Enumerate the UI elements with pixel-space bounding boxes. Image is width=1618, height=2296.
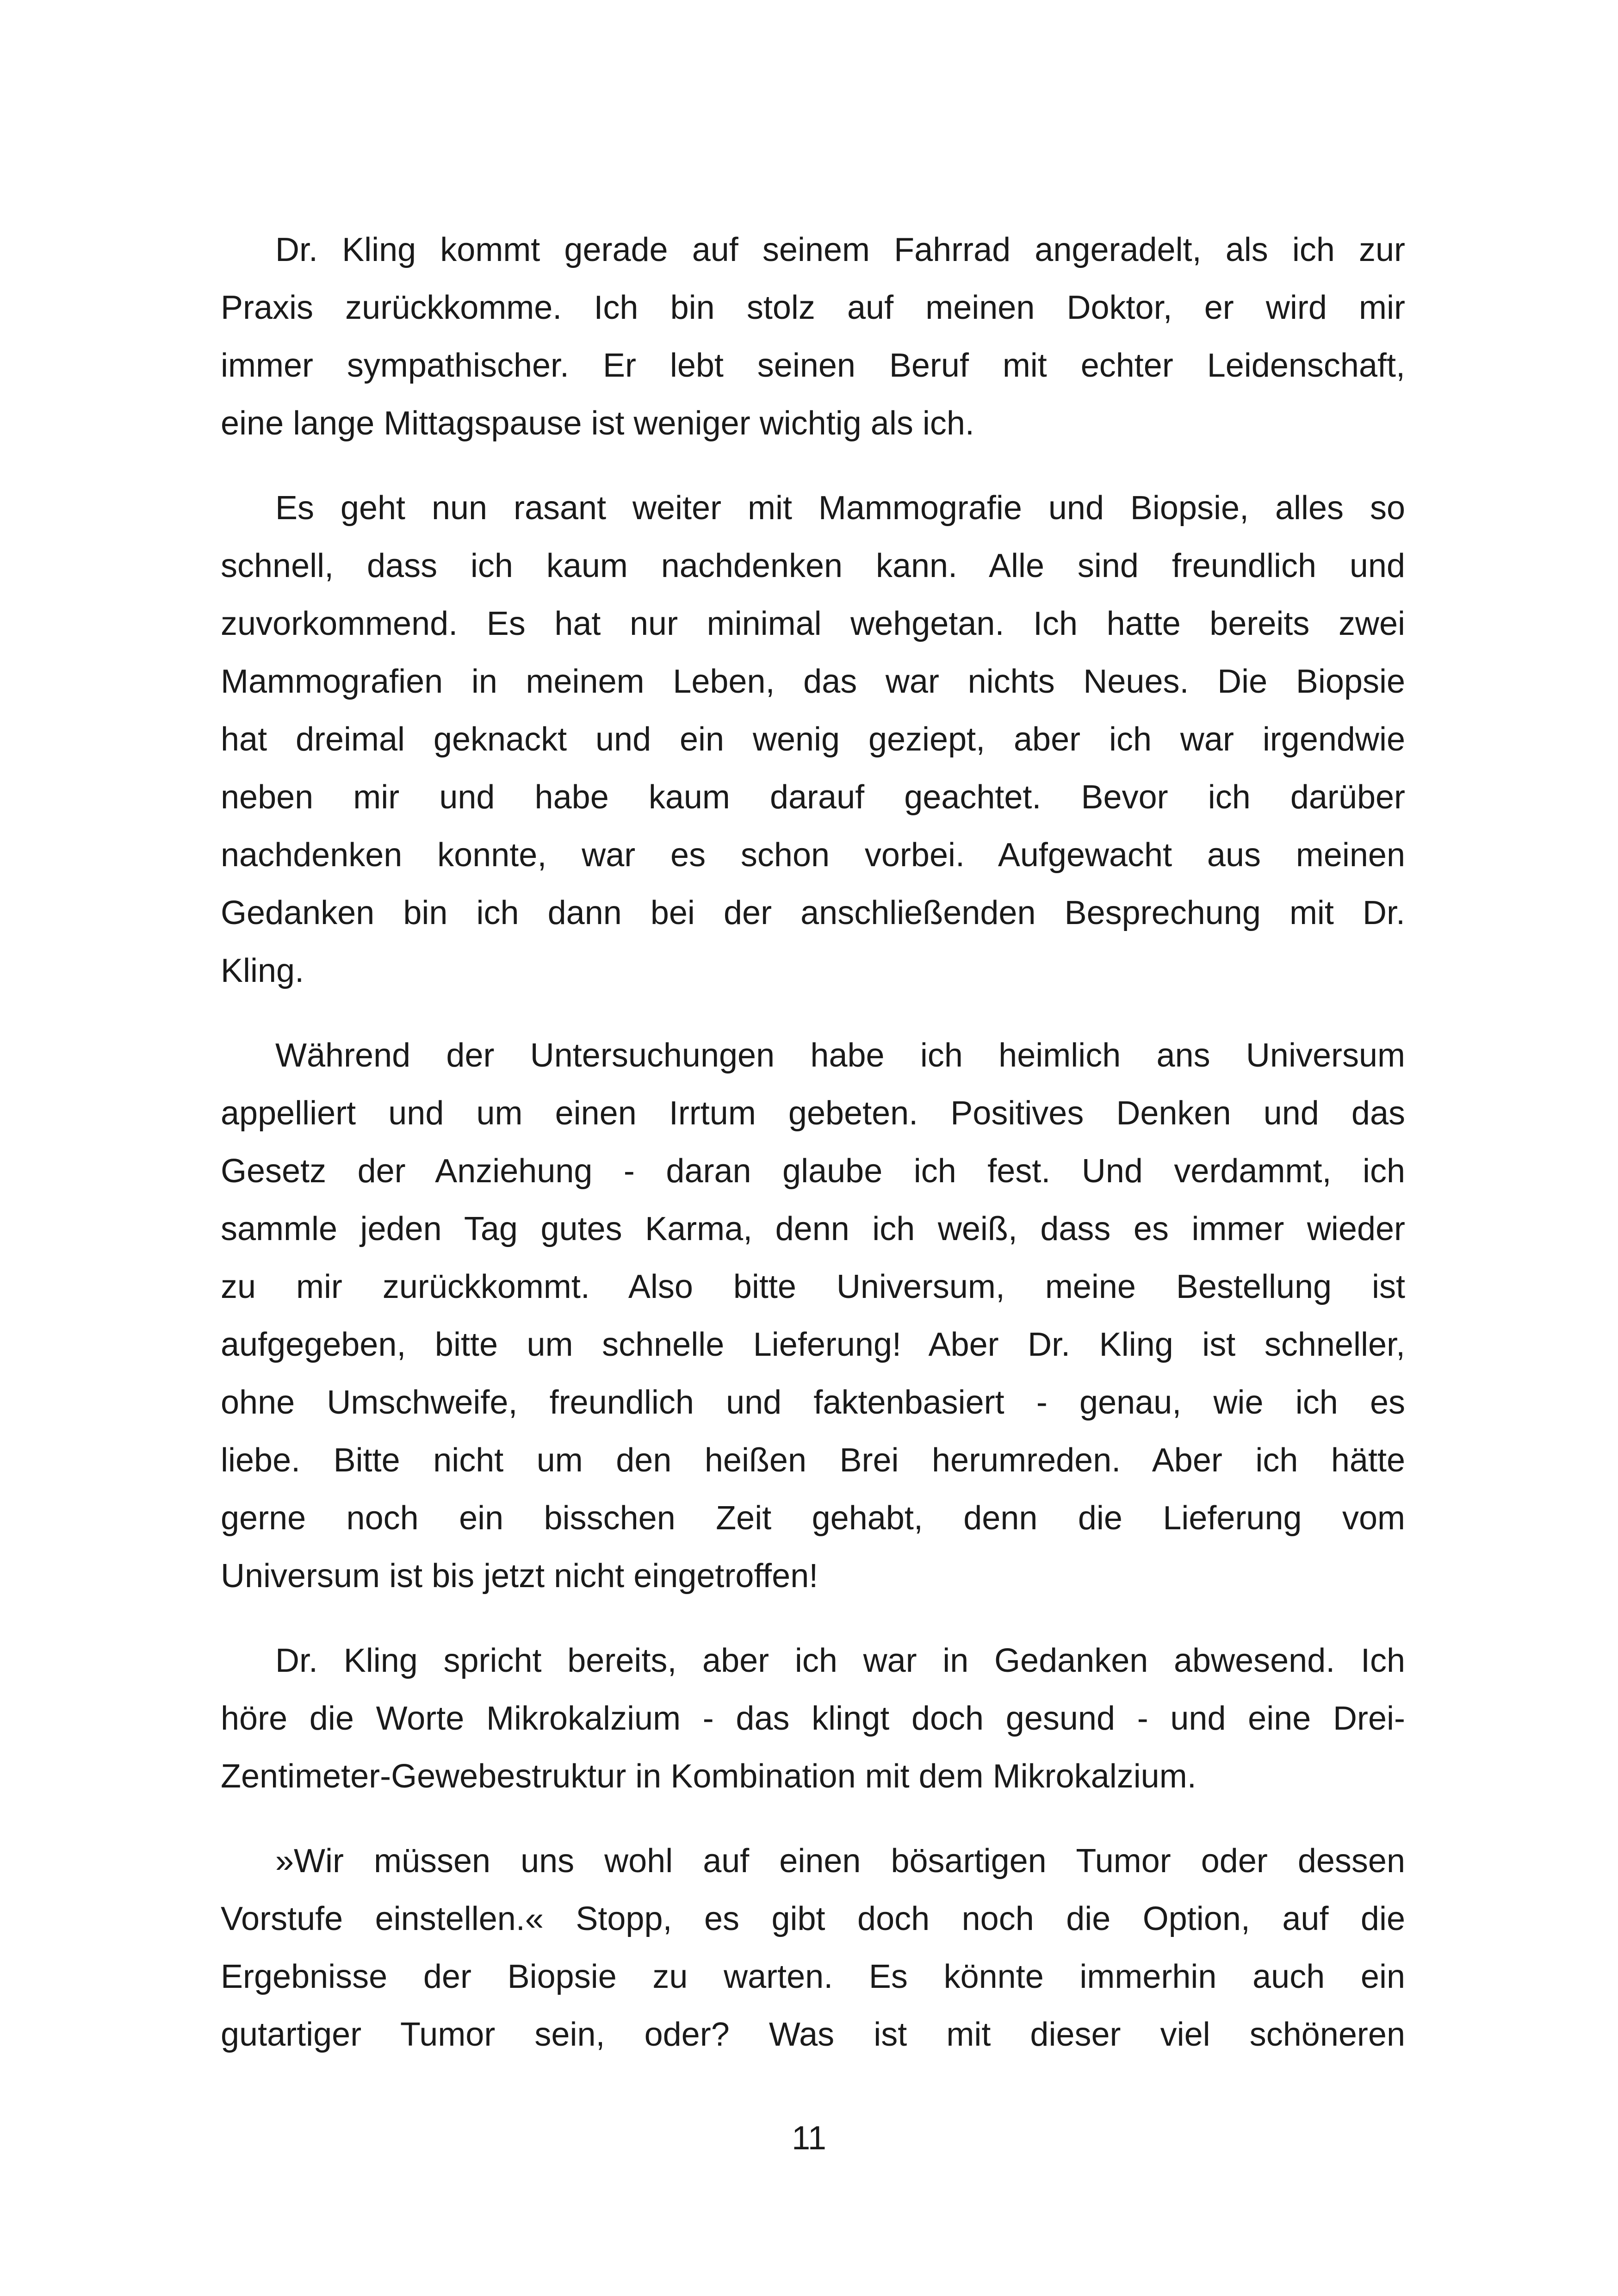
paragraph (221, 1832, 1405, 2064)
text-line: »Wir müssen uns wohl auf einen bösartigen Tumor oder dessen (275, 1843, 1405, 1880)
text-line: gutartiger Tumor sein, oder? Was ist mit dieser viel schöneren (221, 2016, 1405, 2053)
paragraph (221, 479, 1405, 1000)
text-line: Während der Untersuchungen habe ich heimlich ans Universum (275, 1037, 1405, 1074)
text-line: schnell, dass ich kaum nachdenken kann. Alle sind freundlich und (221, 547, 1405, 584)
text-line: neben mir und habe kaum darauf geachtet. Bevor ich darüber (221, 779, 1405, 816)
paragraph (221, 1632, 1405, 1806)
body-text (221, 221, 1405, 2091)
text-line: Ergebnisse der Biopsie zu warten. Es könnte immerhin auch ein (221, 1958, 1405, 1995)
paragraph (221, 1027, 1405, 1605)
text-line: liebe. Bitte nicht um den heißen Brei herumreden. Aber ich hätte (221, 1442, 1405, 1479)
text-line: zu mir zurückkommt. Also bitte Universum, meine Bestellung ist (221, 1268, 1405, 1305)
text-line: Dr. Kling spricht bereits, aber ich war in Gedanken abwesend. Ich (275, 1642, 1405, 1679)
text-line: Kling. (221, 952, 304, 989)
text-line: Praxis zurückkomme. Ich bin stolz auf meinen Doktor, er wird mir (221, 289, 1405, 326)
text-line: ohne Umschweife, freundlich und faktenbasiert - genau, wie ich es (221, 1384, 1405, 1421)
text-line: Zentimeter-Gewebestruktur in Kombination mit dem Mikrokalzium. (221, 1758, 1196, 1795)
text-line: Gedanken bin ich dann bei der anschließenden Besprechung mit Dr. (221, 894, 1405, 931)
text-line: Mammografien in meinem Leben, das war nichts Neues. Die Biopsie (221, 663, 1405, 700)
text-line: eine lange Mittagspause ist weniger wichtig als ich. (221, 405, 974, 442)
text-line: Gesetz der Anziehung - daran glaube ich fest. Und verdammt, ich (221, 1153, 1405, 1190)
text-line: appelliert und um einen Irrtum gebeten. Positives Denken und das (221, 1095, 1405, 1132)
text-line: hat dreimal geknackt und ein wenig geziept, aber ich war irgendwie (221, 721, 1405, 758)
text-line: höre die Worte Mikrokalzium - das klingt doch gesund - und eine Drei- (221, 1700, 1405, 1737)
text-line: aufgegeben, bitte um schnelle Lieferung! Aber Dr. Kling ist schneller, (221, 1326, 1405, 1363)
text-line: Vorstufe einstellen.« Stopp, es gibt doch noch die Option, auf die (221, 1900, 1405, 1937)
text-line: sammle jeden Tag gutes Karma, denn ich weiß, dass es immer wieder (221, 1210, 1405, 1247)
text-line: Universum ist bis jetzt nicht eingetroffen! (221, 1558, 818, 1595)
text-line: Es geht nun rasant weiter mit Mammografie und Biopsie, alles so (275, 490, 1405, 527)
text-line: immer sympathischer. Er lebt seinen Beruf mit echter Leidenschaft, (221, 347, 1405, 384)
text-line: gerne noch ein bisschen Zeit gehabt, denn die Lieferung vom (221, 1500, 1405, 1537)
text-line: zuvorkommend. Es hat nur minimal wehgetan. Ich hatte bereits zwei (221, 605, 1405, 642)
page-number: 11 (792, 2120, 826, 2157)
text-line: Dr. Kling kommt gerade auf seinem Fahrrad angeradelt, als ich zur (275, 231, 1405, 268)
paragraph (221, 221, 1405, 453)
text-line: nachdenken konnte, war es schon vorbei. Aufgewacht aus meinen (221, 837, 1405, 874)
